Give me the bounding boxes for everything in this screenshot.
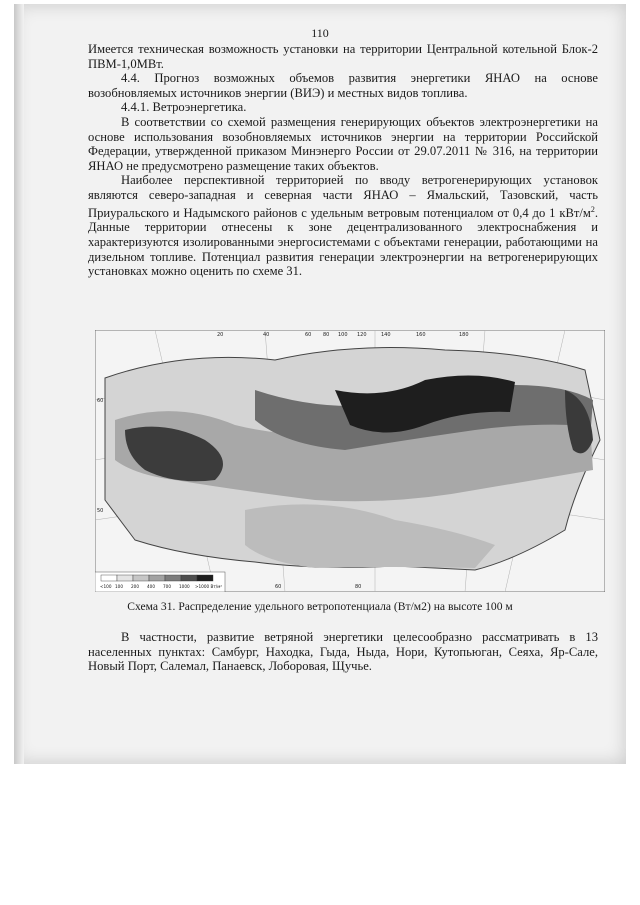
figure-caption: Схема 31. Распределение удельного ветропотенциала (Вт/м2) на высоте 100 м [127,600,513,613]
legend-swatch [117,575,133,581]
map-tick-bottom: 60 [275,584,282,590]
map-tick-top: 100 [338,332,348,338]
map-tick-top: 180 [459,332,469,338]
legend-label: 700 [163,584,171,589]
legend-swatch [181,575,197,581]
map-tick-top: 60 [305,332,312,338]
map-tick-top: 40 [263,332,270,338]
map-tick-top: 140 [381,332,391,338]
legend-swatch [197,575,213,581]
map-tick-left: 50 [97,508,104,514]
paragraph-forecast-heading: 4.4. Прогноз возможных объемов развития энергетики ЯНАО на основе возобновляемых источников энергии (ВИЭ) и местных видов топлива. [88,71,598,100]
map-tick-left: 60 [97,398,104,404]
map-tick-top: 120 [357,332,367,338]
map-tick-top: 20 [217,332,224,338]
legend-label: 400 [147,584,155,589]
legend-swatch [149,575,165,581]
legend-swatch [133,575,149,581]
paragraph-scheme: В соответствии со схемой размещения генерирующих объектов электроэнергетики на основе использования возобновляемых источников энергии на территории Российской Федерации, утвержденной приказом Минэнерго России от 29.07.2011 № 316, на территории ЯНАО не предусмотрено размещение таких объектов. [88,114,598,173]
legend-label: >1000 Вт/м² [195,584,223,589]
legend-label: 100 [115,584,123,589]
page-shadow-edge [14,4,24,764]
map-tick-top: 80 [323,332,330,338]
page-number: 110 [311,26,329,40]
wind-potential-map [95,330,605,592]
legend-swatch [165,575,181,581]
map-tick-top: 160 [416,332,426,338]
legend-swatch [101,575,117,581]
paragraph-wind-territory: Наиболее перспективной территорией по вводу ветрогенерирующих установок являются северо-западная и северная части ЯНАО – Ямальский, Тазовский, часть Приуральского и Надымского районов с удельным ветровым потенциалом от 0,4 до 1 кВт/$м^2$. Данные территории отнесены к зоне децентрализованного электроснабжения и характеризуются изолированными энергосистемами с объектами генерации, работающими на дизельном топливе. Потенциал развития генерации электроэнергии на ветрогенерирующих установках можно оценить по схеме 31. [88,173,598,279]
legend-label: 200 [131,584,139,589]
body-text-bottom [88,630,598,674]
map-legend [95,572,225,592]
legend-label: <100 [100,584,112,589]
paragraph-boiler: Имеется техническая возможность установки на территории Центральной котельной Блок-2 ПВМ-1,0МВт. [88,42,598,71]
map-tick-bottom: 80 [355,584,362,590]
paragraph-wind-heading: 4.4.1. Ветроэнергетика. [121,100,247,115]
body-text-top [88,42,598,279]
paragraph-settlements: В частности, развитие ветряной энергетики целесообразно рассматривать в 13 населенных пунктах: Самбург, Находка, Гыда, Ныда, Нори, Кутопьюган, Сеяха, Яр-Сале, Новый Порт, Салемал, Панаевск, Лоборовая, Щучье. [88,630,598,674]
legend-label: 1000 [179,584,190,589]
